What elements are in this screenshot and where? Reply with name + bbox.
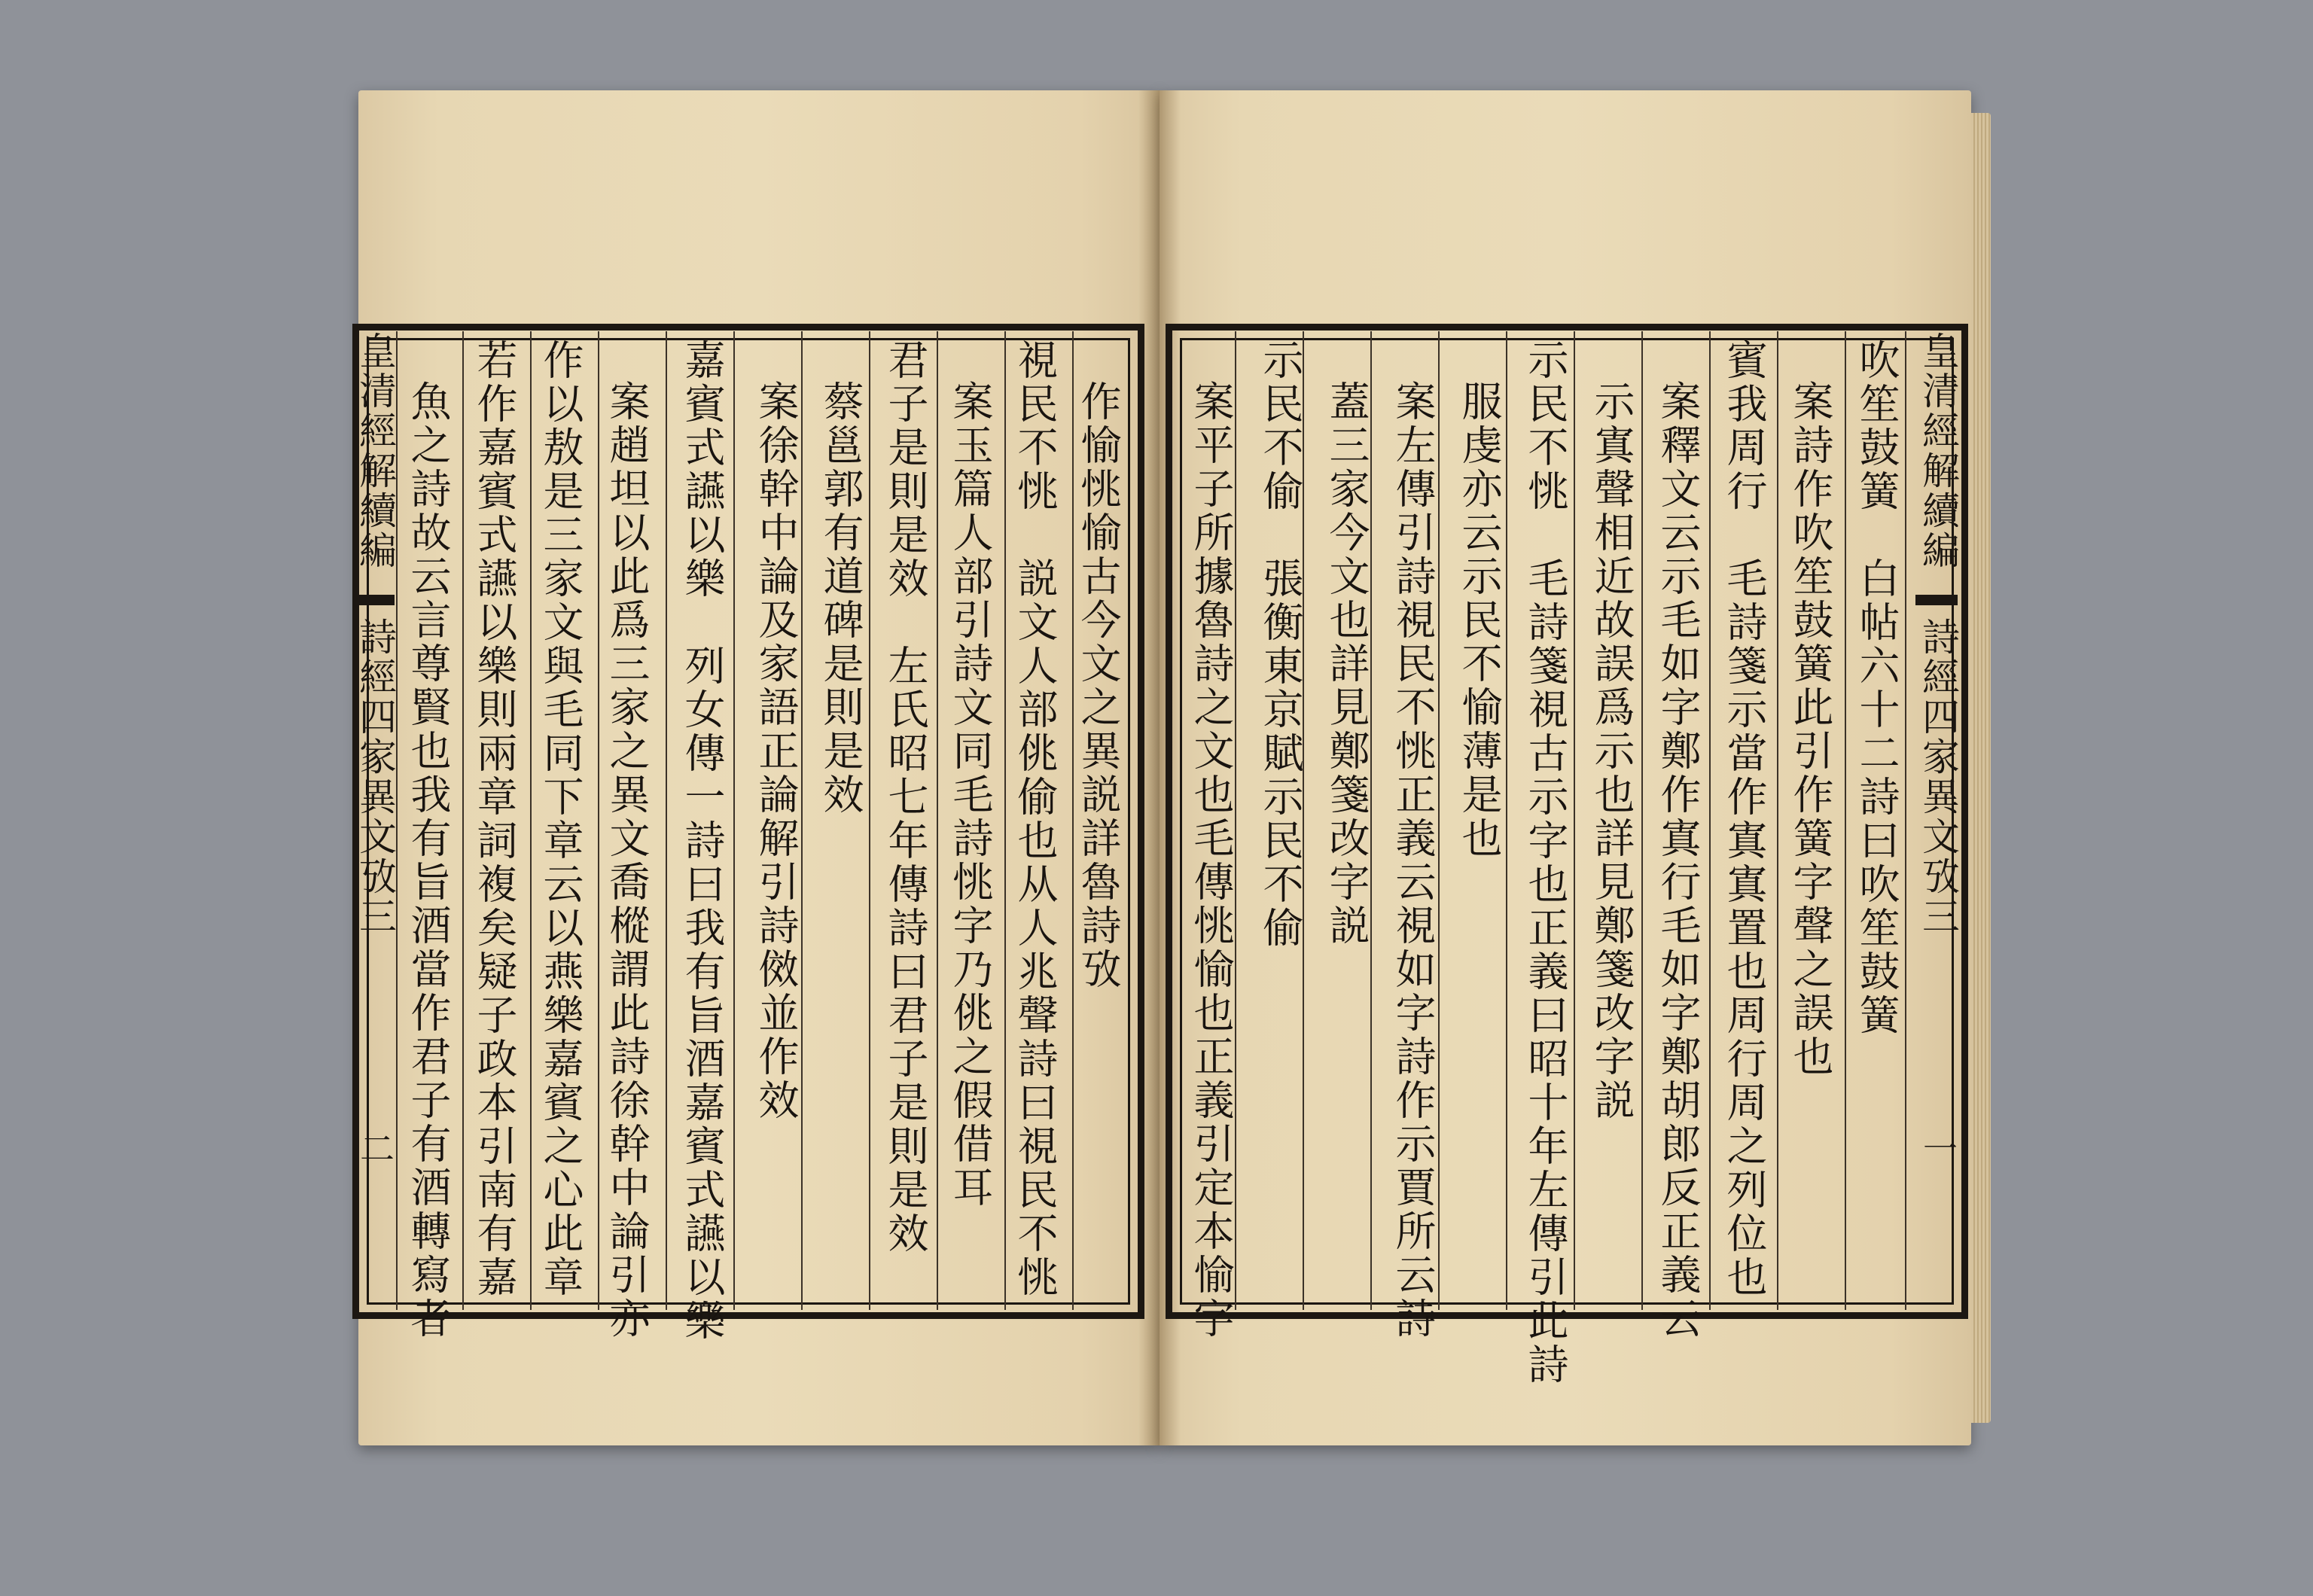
right-text-column: 服虔亦云示民不愉薄是也: [1455, 380, 1503, 860]
left-margin-title: 皇清經解續編: [353, 331, 397, 571]
column-rule: [462, 331, 464, 1310]
column-rule: [1438, 331, 1440, 1310]
left-text-column: 案玉篇人部引詩文同毛詩恌字乃佻之假借耳: [946, 380, 994, 1210]
right-text-column: 示民不恌 毛詩箋視古示字也正義曰昭十年左傳引此詩: [1522, 339, 1569, 1387]
left-text-column: 作愉恌愉古今文之異説詳魯詩攷: [1074, 380, 1122, 991]
column-rule: [1709, 331, 1711, 1310]
right-margin-section: 詩經四家異文攷三: [1916, 617, 1960, 937]
left-text-column: 視民不恌 説文人部佻偷也从人兆聲詩曰視民不恌: [1011, 339, 1059, 1299]
left-text-column: 案徐幹中論及家語正論解引詩傚並作效: [752, 380, 800, 1122]
page-edge-stack: [1971, 113, 1991, 1423]
right-text-column: 賓我周行 毛詩箋示當作寘寘置也周行周之列位也: [1720, 339, 1768, 1299]
right-text-column: 案詩作吹笙鼓簧此引作簧字聲之誤也: [1787, 380, 1834, 1079]
column-rule: [1641, 331, 1643, 1310]
right-text-column: 案左傳引詩視民不恌正義云視如字詩作示賈所云詩: [1389, 380, 1437, 1341]
column-rule: [598, 331, 599, 1310]
right-text-column: 案釋文云示毛如字鄭作寘行毛如字鄭胡郎反正義云: [1654, 380, 1702, 1341]
column-rule: [530, 331, 532, 1310]
column-rule: [1370, 331, 1372, 1310]
column-rule: [1777, 331, 1778, 1310]
left-sheet-number: 二: [360, 1128, 395, 1169]
right-text-column: 吹笙鼓簧 白帖六十二詩曰吹笙鼓簧: [1853, 339, 1900, 1037]
column-rule: [1845, 331, 1846, 1310]
column-rule: [1004, 331, 1006, 1310]
right-margin-rule: [1905, 331, 1906, 1310]
left-text-column: 作以敖是三家文與毛同下章云以燕樂嘉賓之心此章: [537, 339, 584, 1299]
column-rule: [733, 331, 735, 1310]
column-rule: [1506, 331, 1507, 1310]
column-rule: [1574, 331, 1575, 1310]
right-text-column: 蓋三家今文也詳見鄭箋改字説: [1323, 380, 1370, 948]
column-rule: [937, 331, 938, 1310]
right-fish-tail: [1915, 595, 1958, 605]
right-sheet-number: 一: [1923, 1128, 1958, 1169]
right-text-column: 示民不偷 張衡東京賦示民不偷: [1257, 339, 1304, 950]
column-rule: [1235, 331, 1236, 1310]
right-text-column: 案平子所據魯詩之文也毛傳恌愉也正義引定本愉字: [1187, 380, 1235, 1341]
left-text-column: 魚之詩故云言尊賢也我有旨酒當作君子有酒轉寫者: [404, 380, 452, 1341]
right-text-column: 示寘聲相近故誤爲示也詳見鄭箋改字説: [1588, 380, 1635, 1122]
left-margin-section: 詩經四家異文攷三: [353, 617, 397, 937]
column-rule: [666, 331, 667, 1310]
right-margin-title: 皇清經解續編: [1916, 331, 1960, 571]
left-fish-tail: [352, 595, 395, 605]
left-text-column: 蔡邕郭有道碑是則是效: [817, 380, 864, 817]
column-rule: [801, 331, 803, 1310]
left-text-column: 嘉賓式讌以樂 列女傳一詩曰我有旨酒嘉賓式讌以樂: [678, 339, 726, 1343]
left-text-column: 若作嘉賓式讌以樂則兩章詞複矣疑子政本引南有嘉: [471, 339, 518, 1299]
column-rule: [869, 331, 870, 1310]
left-text-column: 案趙坦以此爲三家之異文喬樅謂此詩徐幹中論引亦: [603, 380, 651, 1341]
left-text-column: 君子是則是效 左氏昭七年傳詩曰君子是則是效: [882, 339, 929, 1256]
